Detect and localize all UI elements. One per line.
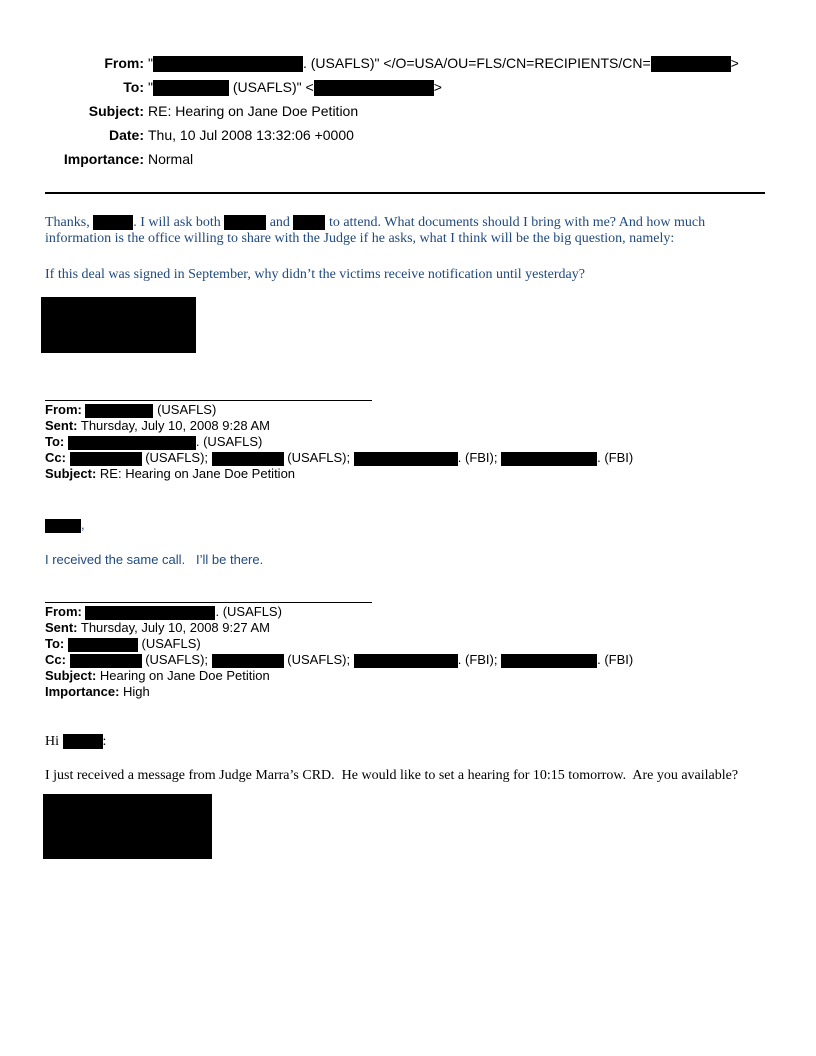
value: (USAFLS)	[137, 636, 201, 651]
value: . (FBI)	[597, 652, 634, 667]
value: (USAFLS);	[283, 450, 351, 465]
header-importance-label: Importance:	[63, 151, 144, 167]
header-date-value: Thu, 10 Jul 2008 13:32:06 +0000	[148, 127, 354, 143]
value: (USAFLS);	[141, 450, 209, 465]
quoted-separator	[45, 602, 372, 603]
redaction	[68, 436, 196, 450]
text: ,	[81, 517, 85, 532]
value: (USAFLS)	[153, 402, 217, 417]
header-to-suffix: (USAFLS)" <	[228, 79, 314, 95]
label: Sent:	[45, 418, 78, 433]
redaction	[93, 215, 133, 230]
header-to-value	[148, 79, 442, 96]
quoted-greeting	[45, 734, 106, 750]
quoted-body: I just received a message from Judge Marra’s CRD. He would like to set a hearing for 10:15 tomorrow. Are you available?	[45, 768, 739, 783]
header-subject-value: RE: Hearing on Jane Doe Petition	[148, 103, 359, 119]
value: . (USAFLS)	[215, 604, 282, 619]
value: RE: Hearing on Jane Doe Petition	[96, 466, 296, 481]
quote-open: "	[148, 79, 153, 95]
header-from-label: From:	[104, 55, 144, 71]
value: Thursday, July 10, 2008 9:28 AM	[77, 418, 270, 433]
quoted-subject	[45, 668, 633, 684]
label: Importance:	[45, 684, 120, 699]
message-line	[45, 215, 775, 231]
redaction	[354, 452, 458, 466]
quoted-header	[45, 402, 633, 482]
message-body-paragraph	[45, 215, 775, 247]
label: Cc:	[45, 450, 66, 465]
quote-open: "	[148, 55, 153, 71]
redaction	[153, 56, 303, 72]
header-from-value	[148, 55, 739, 72]
label: Cc:	[45, 652, 66, 667]
quoted-body: I received the same call. I’ll be there.	[45, 552, 264, 567]
header-subject-label: Subject:	[88, 103, 144, 119]
quoted-sent	[45, 620, 633, 636]
text: to attend. What documents should I bring with me? And how much	[328, 215, 706, 230]
redaction	[501, 654, 597, 668]
redaction	[68, 638, 138, 652]
quoted-sent	[45, 418, 633, 434]
redaction	[651, 56, 731, 72]
redaction	[45, 519, 81, 533]
value: Thursday, July 10, 2008 9:27 AM	[77, 620, 270, 635]
quoted-from	[45, 604, 633, 620]
header-divider	[45, 192, 765, 194]
value: High	[119, 684, 150, 699]
redaction	[501, 452, 597, 466]
redaction	[63, 734, 103, 749]
text: Thanks,	[45, 215, 90, 230]
redaction	[224, 215, 266, 230]
label: From:	[45, 604, 82, 619]
redaction	[293, 215, 325, 230]
redaction	[70, 452, 142, 466]
redaction	[314, 80, 434, 96]
value: . (USAFLS)	[195, 434, 263, 449]
angle-close: >	[730, 55, 739, 71]
text: :	[102, 734, 107, 749]
value: (USAFLS);	[141, 652, 209, 667]
header-from-suffix: . (USAFLS)" </O=USA/OU=FLS/CN=RECIPIENTS/CN=	[302, 55, 651, 71]
text: and	[269, 215, 290, 230]
header-importance-value: Normal	[148, 151, 194, 167]
redaction	[212, 654, 284, 668]
quoted-subject	[45, 466, 633, 482]
header-to-label: To:	[123, 79, 144, 95]
redaction	[212, 452, 284, 466]
quoted-importance	[45, 684, 633, 700]
message-question: If this deal was signed in September, why didn’t the victims receive notification until yesterday?	[45, 267, 585, 282]
redaction	[85, 404, 153, 418]
angle-close: >	[433, 79, 442, 95]
label: Subject:	[45, 668, 97, 683]
redaction	[153, 80, 229, 96]
signature-redaction	[41, 297, 196, 353]
redaction	[85, 606, 215, 620]
quoted-cc	[45, 450, 633, 466]
label: To:	[45, 434, 65, 449]
message-line: information is the office willing to share with the Judge if he asks, what I think will be the big question, namely:	[45, 231, 675, 246]
value: (USAFLS);	[283, 652, 351, 667]
label: To:	[45, 636, 65, 651]
value: . (FBI);	[457, 652, 498, 667]
text: Hi	[45, 734, 59, 749]
value: Hearing on Jane Doe Petition	[96, 668, 270, 683]
label: Sent:	[45, 620, 78, 635]
quoted-greeting	[45, 517, 85, 533]
quoted-from	[45, 402, 633, 418]
signature-redaction	[43, 794, 212, 859]
quoted-to	[45, 434, 633, 450]
text: . I will ask both	[133, 215, 221, 230]
redaction	[354, 654, 458, 668]
redaction	[70, 654, 142, 668]
quoted-header	[45, 604, 633, 700]
quoted-to	[45, 636, 633, 652]
label: From:	[45, 402, 82, 417]
value: . (FBI);	[457, 450, 498, 465]
value: . (FBI)	[597, 450, 634, 465]
quoted-cc	[45, 652, 633, 668]
label: Subject:	[45, 466, 97, 481]
quoted-separator	[45, 400, 372, 401]
header-date-label: Date:	[108, 127, 144, 143]
